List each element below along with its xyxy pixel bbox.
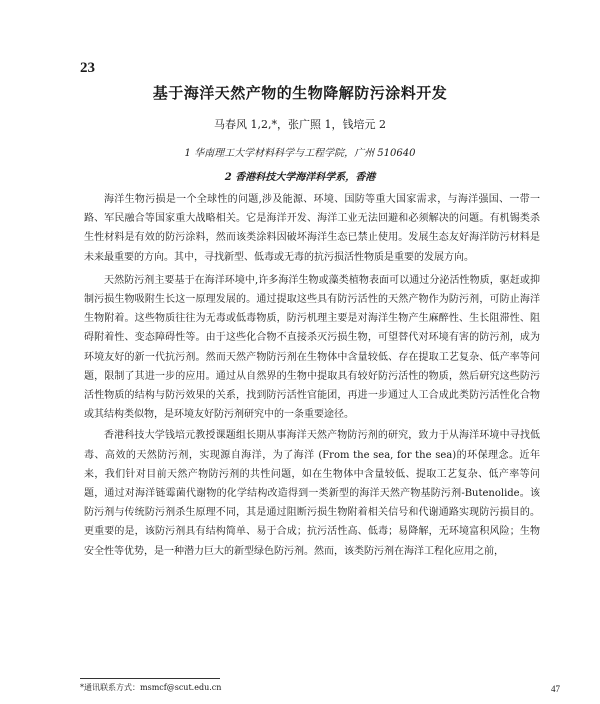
page-header-number: 23 [80, 60, 95, 76]
paragraph: 香港科技大学钱培元教授课题组长期从事海洋天然产物防污剂的研究，致力于从海洋环境中寻找低毒、高效的天然防污剂，实现源自海洋，为了海洋 (From the sea, for the sea)的环保理念。近年来，我们针对目前天然产物防污剂的共性问题，如在生物体中含量较低、提取工艺复杂、低产率等问题，通过对海洋链霉菌代谢物的化学结构改造得到一类新型的海洋天然产物基防污剂-Butenolide。该防污剂与传统防污剂杀生原理不同，其是通过阻断污损生物附着相关信号和代谢通路实现防污损目的。更重要的是，该防污剂具有结构简单、易于合成；抗污活性高、低毒；易降解，无环境富积风险；生物安全性等优势，是一种潜力巨大的新型绿色防污剂。然而，该类防污剂在海洋工程化应用之前， [84, 430, 540, 557]
body-text [84, 190, 540, 561]
paragraph: 海洋生物污损是一个全球性的问题,涉及能源、环境、国防等重大国家需求，与海洋强国、一带一路、军民融合等国家重大战略相关。它是海洋开发、海洋工业无法回避和必须解决的问题。有机锡类杀生性材料是有效的防污涂料，然而该类涂料因破坏海洋生态已禁止使用。发展生态友好海洋防污材料是未来最重要的方向。其中，寻找新型、低毒或无毒的抗污损活性物质是重要的发展方向。 [84, 194, 540, 263]
affiliation-1: 1 华南理工大学材料科学与工程学院，广州 510640 [184, 148, 416, 159]
footnote: *通讯联系方式：msmcf@scut.edu.cn [80, 683, 222, 692]
author-list: 马春风 1,2,*，张广照 1，钱培元 2 [214, 118, 386, 131]
affiliation-2: 2 香港科技大学海洋科学系，香港 [224, 172, 376, 183]
footnote-divider [80, 678, 220, 679]
paper-title: 基于海洋天然产物的生物降解防污涂料开发 [152, 84, 448, 102]
paragraph: 天然防污剂主要基于在海洋环境中,许多海洋生物或藻类植物表面可以通过分泌活性物质，驱赶或抑制污损生物吸附生长这一原理发展的。通过提取这些具有防污活性的天然产物作为防污剂，可防止海洋生物附着。这些物质往往为无毒或低毒物质，防污机理主要是对海洋生物产生麻醉性、生长阻滞性、阻碍附着性、变态障碍性等。由于这些化合物不直接杀灭污损生物，可望替代对环境有害的防污剂，成为环境友好的新一代抗污剂。然而天然产物防污剂在生物体中含量较低、存在提取工艺复杂、低产率等问题，限制了其进一步的应用。通过从自然界的生物中提取具有较好防污活性的物质，然后研究这些防污活性物质的结构与防污效果的关系，找到防污活性官能团，再进一步通过人工合成此类防污活性化合物或其结构类似物，是环境友好防污剂研究中的一条重要途径。 [84, 274, 540, 421]
page-footer-number: 47 [551, 684, 560, 694]
